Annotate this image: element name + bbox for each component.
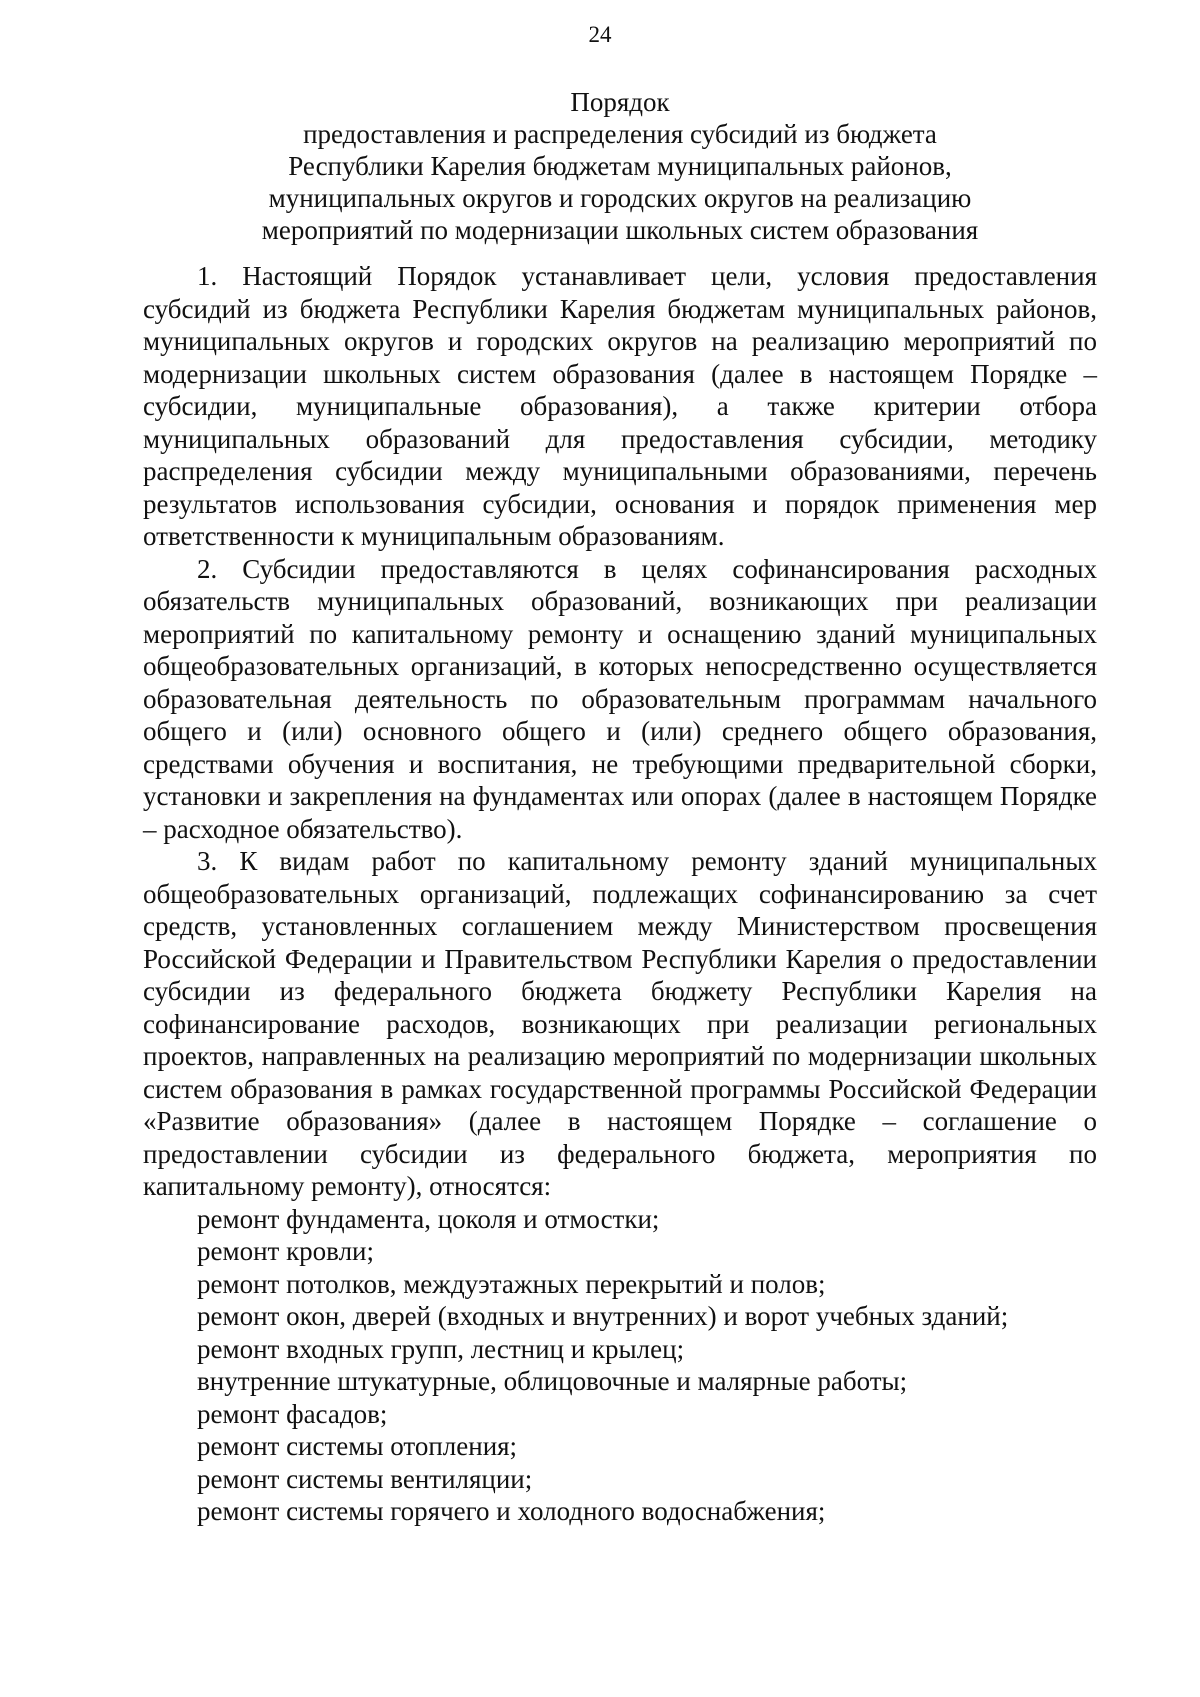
title-line: Республики Карелия бюджетам муниципальных районов, xyxy=(288,151,952,181)
title-line: муниципальных округов и городских округов на реализацию xyxy=(268,183,972,213)
title-line: мероприятий по модернизации школьных систем образования xyxy=(261,215,979,245)
list-item: ремонт потолков, междуэтажных перекрытий и полов; xyxy=(197,1268,826,1299)
page-number: 24 xyxy=(588,22,612,47)
list-item: ремонт входных групп, лестниц и крылец; xyxy=(197,1333,685,1364)
paragraph-2: 2. Субсидии предоставляются в целях софинансирования расходных обязательств муниципальных образований, возникающих при реализации мероприятий по капитальному ремонту и оснащению зданий муниципальных общеобразовательных организаций, в которых непосредственно осуществляется образовательная деятельность по образовательным программам начального общего и (или) основного общего и (или) среднего общего образования, средствами обучения и воспитания, не требующими предварительной сборки, установки и закрепления на фундаментах или опорах (далее в настоящем Порядке – расходное обязательство). xyxy=(143,553,1097,844)
list-item: ремонт кровли; xyxy=(197,1236,375,1266)
title-heading: Порядок xyxy=(570,87,670,117)
list-item: ремонт системы вентиляции; xyxy=(197,1463,533,1494)
paragraph-3: 3. К видам работ по капитальному ремонту зданий муниципальных общеобразовательных организаций, подлежащих софинансированию за счет средств, установленных соглашением между Министерством просвещения Российской Федерации и Правительством Республики Карелия о предоставлении субсидии из федерального бюджета бюджету Республики Карелия на софинансирование расходов, возникающих при реализации региональных проектов, направленных на реализацию мероприятий по модернизации школьных систем образования в рамках государственной программы Российской Федерации «Развитие образования» (далее в настоящем Порядке – соглашение о предоставлении субсидии из федерального бюджета, мероприятия по капитальному ремонту), относятся: xyxy=(143,846,1097,1201)
document-body xyxy=(143,260,1097,1528)
list-item: ремонт фасадов; xyxy=(197,1398,388,1429)
list-item: ремонт окон, дверей (входных и внутренних) и ворот учебных зданий; xyxy=(197,1301,1009,1331)
title-line: предоставления и распределения субсидий из бюджета xyxy=(303,119,937,149)
document-title xyxy=(140,86,1100,246)
list-item: внутренние штукатурные, облицовочные и малярные работы; xyxy=(197,1366,908,1396)
paragraph-1: 1. Настоящий Порядок устанавливает цели, условия предоставления субсидий из бюджета Республики Карелия бюджетам муниципальных районов, муниципальных округов и городских округов на реализацию мероприятий по модернизации школьных систем образования (далее в настоящем Порядке – субсидии, муниципальные образования), а также критерии отбора муниципальных образований для предоставления субсидии, методику распределения субсидии между муниципальными образованиями, перечень результатов использования субсидии, основания и порядок применения мер ответственности к муниципальным образованиям. xyxy=(143,261,1097,551)
list-item: ремонт фундамента, цоколя и отмостки; xyxy=(197,1203,660,1234)
list-item: ремонт системы отопления; xyxy=(197,1431,518,1461)
list-item: ремонт системы горячего и холодного водоснабжения; xyxy=(197,1496,826,1526)
